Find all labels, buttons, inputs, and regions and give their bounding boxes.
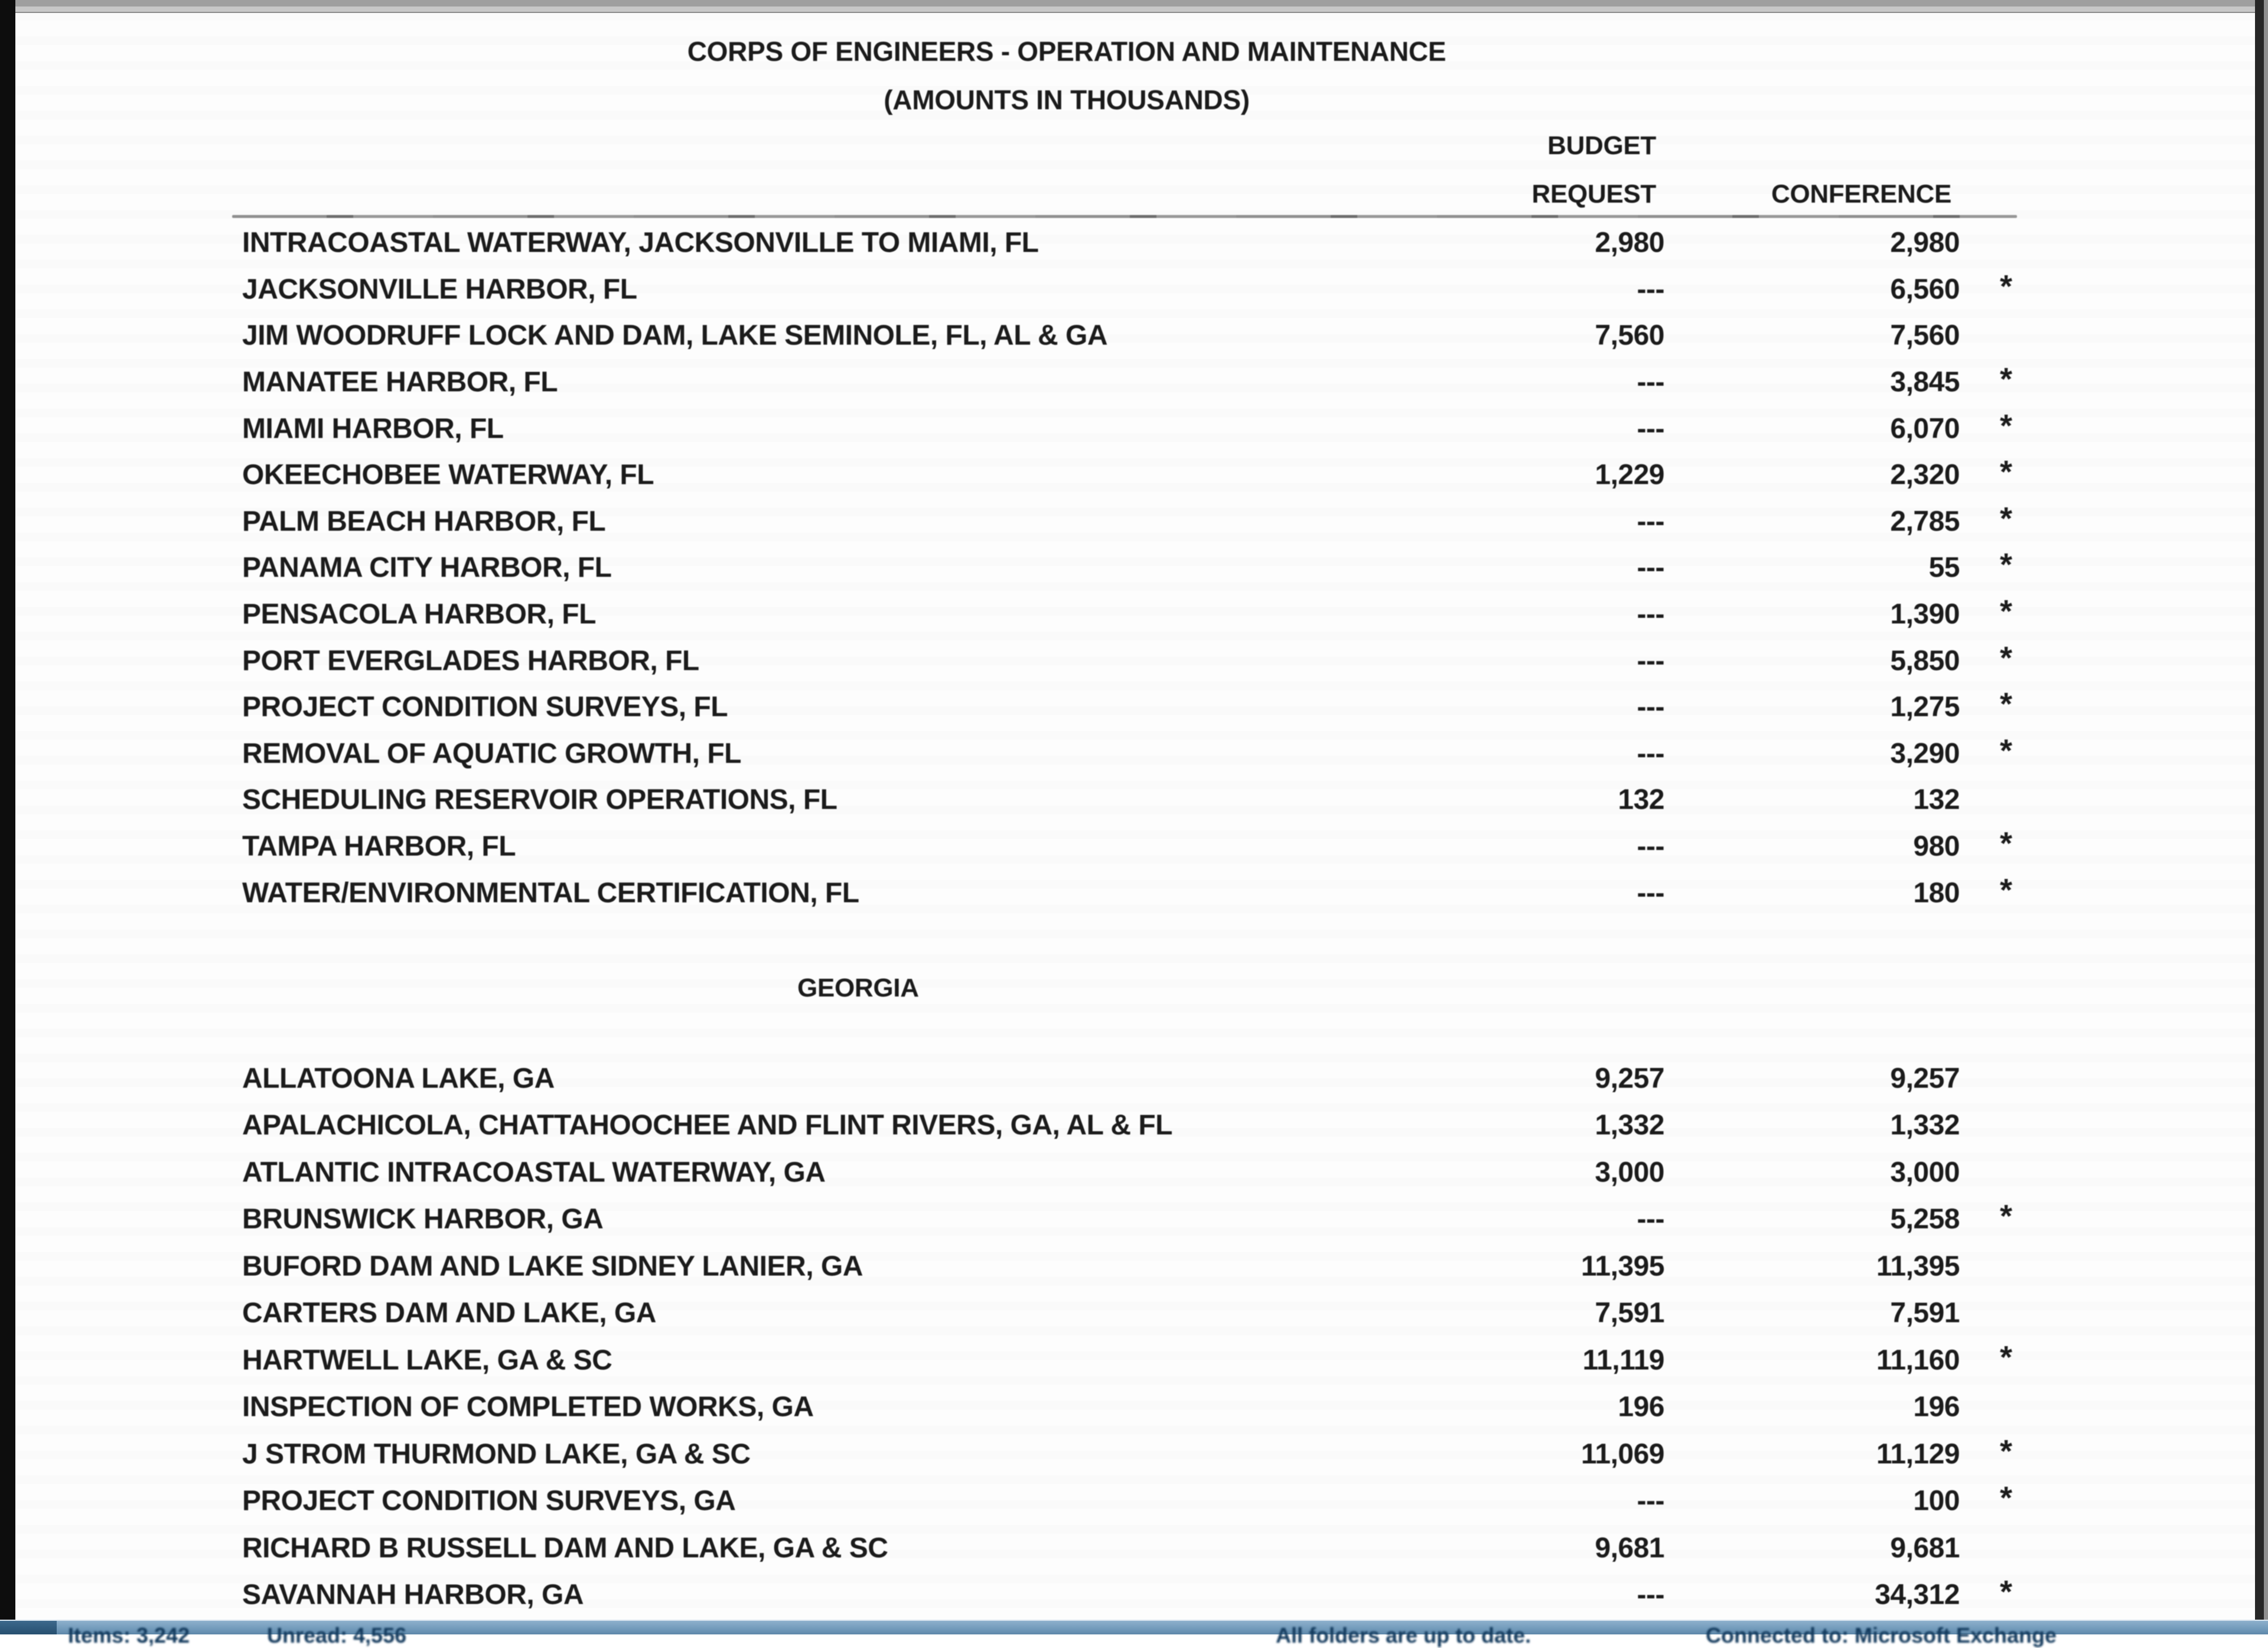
project-name: RICHARD B RUSSELL DAM AND LAKE, GA & SC	[242, 1532, 888, 1564]
page-right-edge	[2255, 0, 2264, 1623]
project-name: ATLANTIC INTRACOASTAL WATERWAY, GA	[242, 1157, 826, 1188]
footnote-star: *	[2000, 1574, 2013, 1610]
footnote-star: *	[2000, 500, 2013, 536]
table-row	[15, 823, 2255, 870]
conference-value: 3,290	[1890, 738, 1960, 770]
table-row	[15, 591, 2255, 638]
project-name: WATER/ENVIRONMENTAL CERTIFICATION, FL	[242, 877, 859, 909]
column-header-budget: BUDGET	[1547, 131, 1656, 160]
footnote-star: *	[2000, 547, 2013, 583]
budget-request-value: ---	[1637, 598, 1664, 630]
budget-request-value: ---	[1637, 1485, 1664, 1517]
table-row	[15, 1290, 2255, 1337]
project-name: SCHEDULING RESERVOIR OPERATIONS, FL	[242, 784, 838, 816]
conference-value: 11,395	[1876, 1250, 1960, 1282]
budget-request-value: 7,591	[1595, 1297, 1664, 1329]
budget-request-value: ---	[1637, 273, 1664, 305]
footnote-star: *	[2000, 872, 2013, 908]
project-name: HARTWELL LAKE, GA & SC	[242, 1344, 612, 1376]
footnote-star: *	[2000, 594, 2013, 630]
project-name: SAVANNAH HARBOR, GA	[242, 1579, 584, 1611]
conference-value: 6,070	[1890, 413, 1960, 445]
budget-request-value: ---	[1637, 691, 1664, 723]
document-subtitle: (AMOUNTS IN THOUSANDS)	[884, 84, 1250, 115]
table-row	[15, 1525, 2255, 1572]
table-section-georgia	[15, 1055, 2255, 1618]
project-name: TAMPA HARBOR, FL	[242, 830, 516, 862]
table-row	[15, 1243, 2255, 1290]
table-row	[15, 220, 2255, 266]
viewer-right-gutter	[2264, 0, 2268, 1623]
conference-value: 2,785	[1890, 506, 1960, 538]
budget-request-value: 11,069	[1581, 1438, 1664, 1470]
viewer-top-strip	[0, 0, 2268, 13]
budget-request-value: 11,395	[1581, 1250, 1664, 1282]
budget-request-value: ---	[1637, 366, 1664, 398]
conference-value: 3,000	[1890, 1157, 1960, 1188]
budget-request-value: 196	[1618, 1391, 1664, 1423]
footnote-star: *	[2000, 732, 2013, 768]
conference-value: 2,980	[1890, 227, 1960, 259]
project-name: PENSACOLA HARBOR, FL	[242, 598, 596, 630]
scanned-document-page	[15, 12, 2255, 1623]
footnote-star: *	[2000, 1433, 2013, 1469]
budget-request-value: 7,560	[1595, 320, 1664, 351]
table-row	[15, 452, 2255, 499]
table-row	[15, 637, 2255, 684]
project-name: ALLATOONA LAKE, GA	[242, 1063, 555, 1095]
conference-value: 100	[1913, 1485, 1960, 1517]
table-row	[15, 1572, 2255, 1619]
budget-request-value: 132	[1618, 784, 1664, 816]
table-row	[15, 1478, 2255, 1525]
conference-value: 196	[1913, 1391, 1960, 1423]
table-row	[15, 1149, 2255, 1196]
section-header-georgia: GEORGIA	[797, 973, 919, 1002]
status-bar-corner	[0, 1621, 57, 1634]
conference-value: 5,258	[1890, 1203, 1960, 1235]
budget-request-value: ---	[1637, 738, 1664, 770]
budget-request-value: ---	[1637, 1579, 1664, 1611]
header-rule	[232, 215, 2017, 218]
project-name: BRUNSWICK HARBOR, GA	[242, 1203, 604, 1235]
project-name: OKEECHOBEE WATERWAY, FL	[242, 459, 654, 491]
document-title: CORPS OF ENGINEERS - OPERATION AND MAINTENANCE	[687, 36, 1446, 67]
project-name: REMOVAL OF AQUATIC GROWTH, FL	[242, 738, 741, 770]
conference-value: 1,390	[1890, 598, 1960, 630]
project-name: INSPECTION OF COMPLETED WORKS, GA	[242, 1391, 814, 1423]
project-name: PORT EVERGLADES HARBOR, FL	[242, 645, 699, 677]
budget-request-value: ---	[1637, 552, 1664, 584]
status-connection-state: Connected to: Microsoft Exchange	[1706, 1623, 2057, 1647]
project-name: MIAMI HARBOR, FL	[242, 413, 504, 445]
table-row	[15, 1196, 2255, 1243]
budget-request-value: ---	[1637, 645, 1664, 677]
table-row	[15, 1337, 2255, 1384]
footnote-star: *	[2000, 1339, 2013, 1375]
footnote-star: *	[2000, 268, 2013, 304]
table-row	[15, 684, 2255, 731]
conference-value: 1,275	[1890, 691, 1960, 723]
footnote-star: *	[2000, 826, 2013, 862]
table-section-florida	[15, 220, 2255, 916]
footnote-star: *	[2000, 361, 2013, 398]
footnote-star: *	[2000, 686, 2013, 722]
footnote-star: *	[2000, 1480, 2013, 1516]
table-row	[15, 266, 2255, 313]
status-items-count: Items: 3,242	[68, 1623, 190, 1647]
project-name: MANATEE HARBOR, FL	[242, 366, 558, 398]
table-row	[15, 869, 2255, 916]
project-name: JIM WOODRUFF LOCK AND DAM, LAKE SEMINOLE, FL, AL & GA	[242, 320, 1107, 351]
conference-value: 6,560	[1890, 273, 1960, 305]
conference-value: 180	[1913, 877, 1960, 909]
budget-request-value: 9,257	[1595, 1063, 1664, 1095]
footnote-star: *	[2000, 1198, 2013, 1235]
page-left-edge	[0, 0, 15, 1623]
table-row	[15, 1102, 2255, 1149]
table-row	[15, 545, 2255, 591]
conference-value: 9,257	[1890, 1063, 1960, 1095]
budget-request-value: ---	[1637, 877, 1664, 909]
conference-value: 980	[1913, 830, 1960, 862]
table-row	[15, 405, 2255, 452]
conference-value: 7,591	[1890, 1297, 1960, 1329]
budget-request-value: 11,119	[1582, 1344, 1664, 1376]
project-name: J STROM THURMOND LAKE, GA & SC	[242, 1438, 751, 1470]
table-row	[15, 777, 2255, 823]
conference-value: 7,560	[1890, 320, 1960, 351]
footnote-star: *	[2000, 640, 2013, 676]
conference-value: 9,681	[1890, 1532, 1960, 1564]
column-header-conference: CONFERENCE	[1771, 180, 1951, 209]
budget-request-value: 1,229	[1595, 459, 1664, 491]
table-row	[15, 1384, 2255, 1431]
budget-request-value: ---	[1637, 1203, 1664, 1235]
project-name: APALACHICOLA, CHATTAHOOCHEE AND FLINT RIVERS, GA, AL & FL	[242, 1109, 1172, 1141]
budget-request-value: 9,681	[1595, 1532, 1664, 1564]
project-name: BUFORD DAM AND LAKE SIDNEY LANIER, GA	[242, 1250, 863, 1282]
project-name: CARTERS DAM AND LAKE, GA	[242, 1297, 656, 1329]
budget-request-value: ---	[1637, 506, 1664, 538]
budget-request-value: ---	[1637, 830, 1664, 862]
budget-request-value: 3,000	[1595, 1157, 1664, 1188]
table-row	[15, 1055, 2255, 1102]
footnote-star: *	[2000, 408, 2013, 444]
project-name: JACKSONVILLE HARBOR, FL	[242, 273, 637, 305]
project-name: PROJECT CONDITION SURVEYS, FL	[242, 691, 728, 723]
conference-value: 5,850	[1890, 645, 1960, 677]
project-name: PROJECT CONDITION SURVEYS, GA	[242, 1485, 736, 1517]
table-row	[15, 312, 2255, 359]
conference-value: 1,332	[1890, 1109, 1960, 1141]
conference-value: 132	[1913, 784, 1960, 816]
conference-value: 34,312	[1875, 1579, 1960, 1611]
budget-request-value: 2,980	[1595, 227, 1664, 259]
table-row	[15, 359, 2255, 406]
project-name: PANAMA CITY HARBOR, FL	[242, 552, 612, 584]
conference-value: 11,129	[1876, 1438, 1960, 1470]
budget-request-value: 1,332	[1595, 1109, 1664, 1141]
conference-value: 2,320	[1890, 459, 1960, 491]
status-folders-up-to-date: All folders are up to date.	[1276, 1623, 1531, 1647]
table-row	[15, 499, 2255, 545]
status-unread-count: Unread: 4,556	[267, 1623, 407, 1647]
table-row	[15, 731, 2255, 777]
conference-value: 55	[1928, 552, 1960, 584]
budget-request-value: ---	[1637, 413, 1664, 445]
table-row	[15, 1431, 2255, 1478]
conference-value: 3,845	[1890, 366, 1960, 398]
status-bar	[0, 1620, 2268, 1647]
conference-value: 11,160	[1876, 1344, 1960, 1376]
column-header-request: REQUEST	[1531, 180, 1656, 209]
project-name: PALM BEACH HARBOR, FL	[242, 506, 606, 538]
footnote-star: *	[2000, 454, 2013, 490]
project-name: INTRACOASTAL WATERWAY, JACKSONVILLE TO MIAMI, FL	[242, 227, 1039, 259]
